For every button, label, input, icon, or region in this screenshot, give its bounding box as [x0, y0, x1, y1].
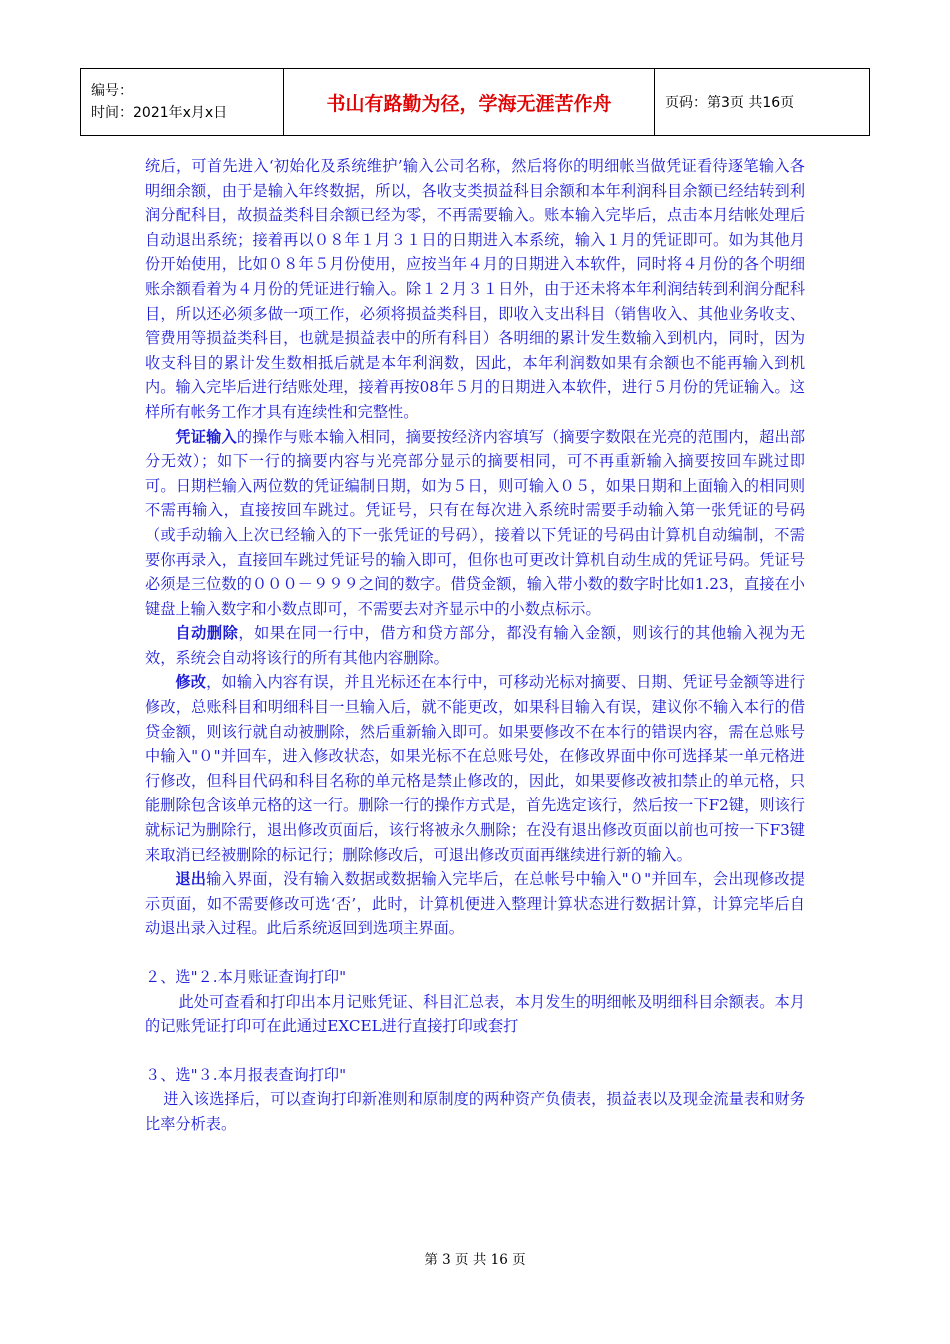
- paragraph-modify-text: ，如输入内容有误，并且光标还在本行中，可移动光标对摘要、日期、凭证号金额等进行修改，总账科目和明细科目一旦输入后，就不能更改，如果科目输入有误，建议你不输入本行的借贷金额，则该行就自动被删除，然后重新输入即可。如果要修改不在本行的错误内容，需在总账号中输入"０"并回车，进入修改状态，如果光标不在总账号处，在修改界面中你可选择某一单元格进行修改，但科目代码和科目名称的单元格是禁止修改的，因此，如果要修改被扣禁止的单元格，只能删除包含该单元格的这一行。删除一行的操作方式是，首先选定该行，然后按一下F2键，则该行就标记为删除行，退出修改页面后，该行将被永久删除；在没有退出修改页面以前也可按一下F3键来取消已经被删除的标记行；删除修改后，可退出修改页面再继续进行新的输入。: [145, 673, 806, 864]
- keyword-exit: 退出: [175, 870, 207, 889]
- section-2-text: 此处可查看和打印出本月记账凭证、科目汇总表，本月发生的明细帐及明细科目余额表。本月的记账凭证打印可在此通过EXCEL进行直接打印或套打: [145, 992, 805, 1036]
- section-2-title: ２、选"２.本月账证查询打印": [145, 968, 347, 986]
- page-footer: 第 3 页 共 16 页: [424, 1252, 526, 1268]
- document-body: [145, 154, 805, 1137]
- keyword-modify: 修改: [175, 673, 207, 692]
- header-motto: 书山有路勤为径，学海无涯苦作舟: [284, 69, 655, 136]
- section-3-title: ３、选"３.本月报表查询打印": [145, 1065, 347, 1084]
- document-time: 时间：2021年x月x日: [91, 105, 228, 121]
- section-3-text: 进入该选择后，可以查询打印新准则和原制度的两种资产负债表，损益表以及现金流量表和财务比率分析表。: [145, 1090, 805, 1133]
- page-header: [80, 68, 870, 136]
- paragraph-voucher-input: [145, 425, 805, 622]
- paragraph-auto-delete-text: ，如果在同一行中，借方和贷方部分，都没有输入金额，则该行的其他输入视为无效，系统会自动将该行的所有其他内容删除。: [145, 624, 806, 667]
- paragraph-auto-delete: [145, 621, 805, 670]
- paragraph-modify: [145, 670, 805, 867]
- paragraph-voucher-input-text: 的操作与账本输入相同，摘要按经济内容填写（摘要字数限在光亮的范围内，超出部分无效）；如下一行的摘要内容与光亮部分显示的摘要相同，可不再重新输入摘要按回车跳过即可。日期栏输入两位数的凭证编制日期，如为５日，则可输入０５，如果日期和上面输入的相同则不需再输入，直接按回车跳过。凭证号，只有在每次进入系统时需要手动输入第一张凭证的号码（或手动输入上次已经输入的下一张凭证的号码），接着以下凭证的号码由计算机自动编制，不需要你再录入，直接回车跳过凭证号的输入即可，但你也可更改计算机自动生成的凭证号码。凭证号必须是三位数的０００－９９９之间的数字。借贷金额，输入带小数的数字时比如1.23，直接在小键盘上输入数字和小数点即可，不需要去对齐显示中的小数点标示。: [145, 427, 806, 618]
- keyword-voucher-input: 凭证输入: [175, 427, 237, 446]
- keyword-auto-delete: 自动删除: [175, 624, 239, 643]
- paragraph-exit-text: 输入界面，没有输入数据或数据输入完毕后，在总帐号中输入"０"并回车，会出现修改提示页面，如不需要修改可选‘否’，此时，计算机便进入整理计算状态进行数据计算，计算完毕后自动退出录入过程。此后系统返回到选项主界面。: [145, 870, 805, 938]
- header-page-number: 页码：第3页 共16页: [655, 69, 870, 136]
- document-number-label: 编号：: [91, 83, 133, 99]
- paragraph-exit: [145, 867, 805, 941]
- header-meta: [81, 69, 284, 136]
- paragraph-intro: 统后，可首先进入‘初始化及系统维护’输入公司名称，然后将你的明细帐当做凭证看待逐笔输入各明细余额，由于是输入年终数据，所以，各收支类损益科目余额和本年利润科目余额已经结转到利润分配科目，故损益类科目余额已经为零，不再需要输入。账本输入完毕后，点击本月结帐处理后自动退出系统；接着再以０８年１月３１日的日期进入本系统，输入１月的凭证即可。如为其他月份开始使用，比如０８年５月份使用，应按当年４月的日期进入本软件，同时将４月份的各个明细账余额看着为４月份的凭证进行输入。除１２月３１日外，由于还未将本年利润结转到利润分配科目，所以还必须多做一项工作，必须将损益类科目，即收入支出科目（销售收入、其他业务收支、管费用等损益类科目，也就是损益表中的所有科目）各明细的累计发生数输入到机内，同时，因为收支科目的累计发生数相抵后就是本年利润数，因此，本年利润数如果有余额也不能再输入到机内。输入完毕后进行结账处理，接着再按08年５月的日期进入本软件，进行５月份的凭证输入。这样所有帐务工作才具有连续性和完整性。: [145, 157, 805, 421]
